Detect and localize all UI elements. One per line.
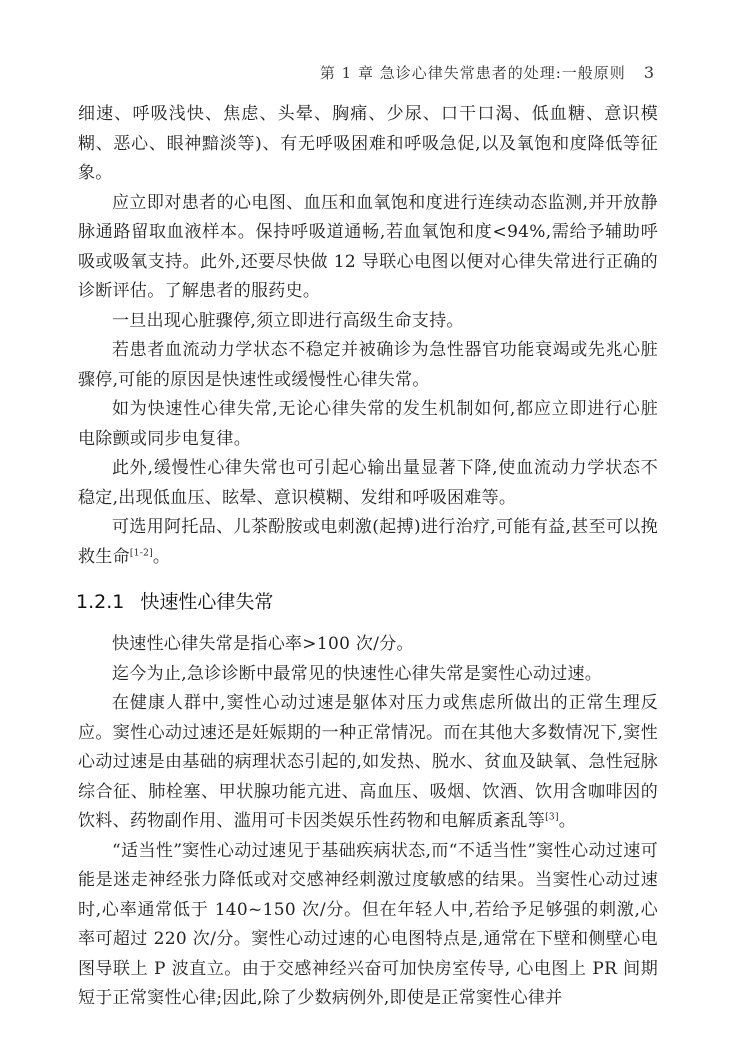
paragraph-text: 细速、呼吸浅快、焦虑、头晕、胸痛、少尿、口干口渴、低血糖、意识模糊、恶心、眼神黯淡等)、有无呼吸困难和呼吸急促,以及氧饱和度降低等征象。 — [78, 104, 658, 183]
body-paragraph — [78, 630, 658, 660]
page-body — [78, 100, 658, 1014]
paragraph-text: 在健康人群中,窦性心动过速是躯体对压力或焦虑所做出的正常生理反应。窦性心动过速还是妊娠期的一种正常情况。而在其他大多数情况下,窦性心动过速是由基础的病理状态引起的,如发热、脱水、贫血及缺氧、急性冠脉综合征、肺栓塞、甲状腺功能亢进、高血压、吸烟、饮酒、饮用含咖啡因的饮料、药物副作用、滥用可卡因类娱乐性药物和电解质紊乱等 — [78, 693, 658, 831]
body-paragraph — [78, 454, 658, 513]
section-title: 快速性心律失常 — [140, 591, 274, 613]
sentence-end: 。 — [152, 546, 171, 567]
body-paragraph — [78, 513, 658, 572]
paragraph-text: 可选用阿托品、儿茶酚胺或电刺激(起搏)进行治疗,可能有益,甚至可以挽救生命 — [78, 517, 658, 567]
body-paragraph — [78, 395, 658, 454]
body-paragraph — [78, 837, 658, 1014]
body-paragraph — [78, 100, 658, 189]
citation-reference: [1-2] — [129, 547, 153, 558]
paragraph-text: 如为快速性心律失常,无论心律失常的发生机制如何,都应立即进行心脏电除颤或同步电复律。 — [78, 399, 658, 449]
body-paragraph — [78, 336, 658, 395]
section-number: 1.2.1 — [76, 591, 125, 613]
paragraph-text: 迄今为止,急诊诊断中最常见的快速性心律失常是窦性心动过速。 — [112, 663, 603, 684]
chapter-title: 第 1 章 急诊心律失常患者的处理:一般原则 — [319, 64, 626, 82]
body-paragraph — [78, 689, 658, 837]
paragraphs-after-section — [78, 630, 658, 1014]
body-paragraph — [78, 189, 658, 307]
section-heading — [76, 588, 658, 616]
running-head — [320, 62, 654, 83]
paragraph-text: “适当性”窦性心动过速见于基础疾病状态,而“不适当性”窦性心动过速可能是迷走神经张力降低或对交感神经刺激过度敏感的结果。当窦性心动过速时,心率通常低于 140~150 次/分。但在年轻人中,若给予足够强的刺激,心率可超过 220 次/分。窦性心动过速的心电图特点是,通常在下壁和侧壁心电图导联上 P 波直立。由于交感神经兴奋可加快房室传导, 心电图上 PR 间期短于正常窦性心律;因此,除了少数病例外,即使是正常窦性心律并 — [78, 840, 658, 1008]
paragraph-text: 此外,缓慢性心律失常也可引起心输出量显著下降,使血流动力学状态不稳定,出现低血压、眩晕、意识模糊、发绀和呼吸困难等。 — [78, 458, 658, 508]
page-number: 3 — [643, 63, 654, 82]
citation-reference: [3] — [545, 812, 559, 823]
paragraph-text: 一旦出现心脏骤停,须立即进行高级生命支持。 — [112, 310, 464, 331]
body-paragraph — [78, 307, 658, 337]
sentence-end: 。 — [558, 811, 577, 831]
paragraphs-before-section — [78, 100, 658, 572]
paragraph-text: 快速性心律失常是指心率>100 次/分。 — [112, 634, 414, 654]
paragraph-text: 若患者血流动力学状态不稳定并被确诊为急性器官功能衰竭或先兆心脏骤停,可能的原因是快速性或缓慢性心律失常。 — [78, 340, 658, 390]
paragraph-text: 应立即对患者的心电图、血压和血氧饱和度进行连续动态监测,并开放静脉通路留取血液样本。保持呼吸道通畅,若血氧饱和度<94%,需给予辅助呼吸或吸氧支持。此外,还要尽快做 12 导联心电图以便对心律失常进行正确的诊断评估。了解患者的服药史。 — [78, 192, 658, 301]
body-paragraph — [78, 660, 658, 690]
